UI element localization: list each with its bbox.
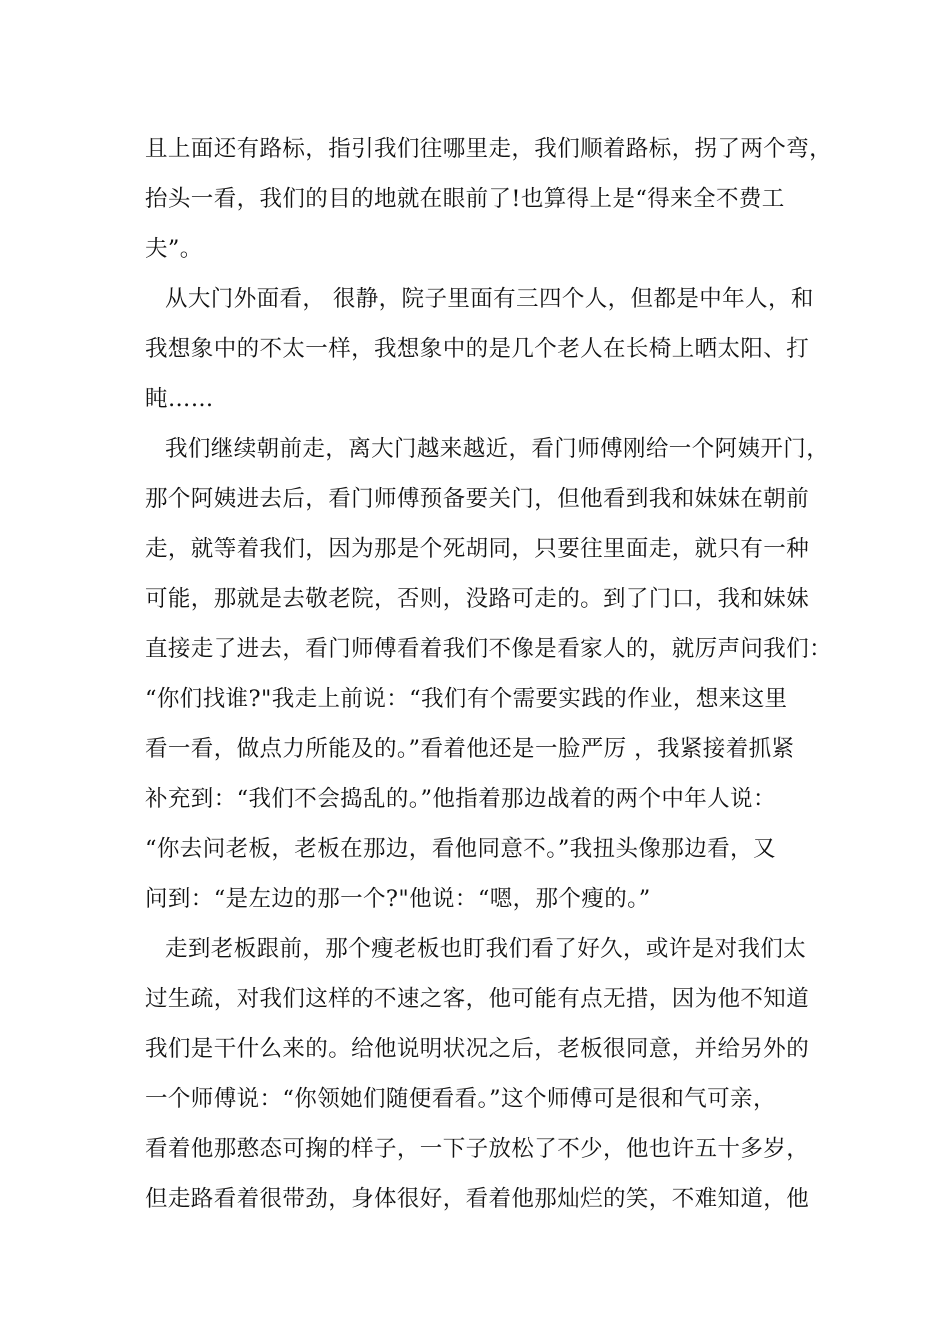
text-line: 抬头一看，我们的目的地就在眼前了!也算得上是“得来全不费工 <box>145 186 785 212</box>
text-line: 可能，那就是去敬老院，否则，没路可走的。到了门口，我和妹妹 <box>145 586 810 612</box>
text-line: 一个师傅说：“你领她们随便看看。”这个师傅可是很和气可亲， <box>145 1086 776 1112</box>
text-line: 看一看，做点力所能及的。”看着他还是一脸严厉 ，我紧接着抓紧 <box>145 736 795 762</box>
text-line: 我想象中的不太一样，我想象中的是几个老人在长椅上晒太阳、打 <box>145 336 810 362</box>
text-line: 补充到：“我们不会捣乱的。”他指着那边战着的两个中年人说： <box>145 786 776 812</box>
text-line: 那个阿姨进去后，看门师傅预备要关门，但他看到我和妹妹在朝前 <box>145 486 810 512</box>
text-line: “你去问老板，老板在那边，看他同意不。”我扭头像那边看，又 <box>145 836 776 862</box>
paragraph-first-line: 我们继续朝前走，离大门越来越近，看门师傅刚给一个阿姨开门， <box>165 436 830 462</box>
text-line: “你们找谁?"我走上前说：“我们有个需要实践的作业，想来这里 <box>145 686 788 712</box>
text-line: 走，就等着我们，因为那是个死胡同，只要往里面走，就只有一种 <box>145 536 810 562</box>
text-line: 直接走了进去，看门师傅看着我们不像是看家人的，就厉声问我们： <box>145 636 833 662</box>
text-line: 看着他那憨态可掬的样子，一下子放松了不少，他也许五十多岁， <box>145 1136 810 1162</box>
paragraph-first-line: 从大门外面看， 很静，院子里面有三四个人，但都是中年人，和 <box>165 286 814 312</box>
text-line: 我们是干什么来的。给他说明状况之后，老板很同意，并给另外的 <box>145 1036 810 1062</box>
text-line: 问到：“是左边的那一个?"他说：“嗯，那个瘦的。” <box>145 886 651 912</box>
text-line: 过生疏，对我们这样的不速之客，他可能有点无措，因为他不知道 <box>145 986 810 1012</box>
text-line: 夫”。 <box>145 236 203 262</box>
text-line: 盹…… <box>145 386 214 412</box>
text-line: 但走路看着很带劲，身体很好，看着他那灿烂的笑，不难知道，他 <box>145 1186 810 1212</box>
text-line: 且上面还有路标，指引我们往哪里走，我们顺着路标，拐了两个弯， <box>145 136 833 162</box>
paragraph-first-line: 走到老板跟前，那个瘦老板也盯我们看了好久，或许是对我们太 <box>165 936 807 962</box>
